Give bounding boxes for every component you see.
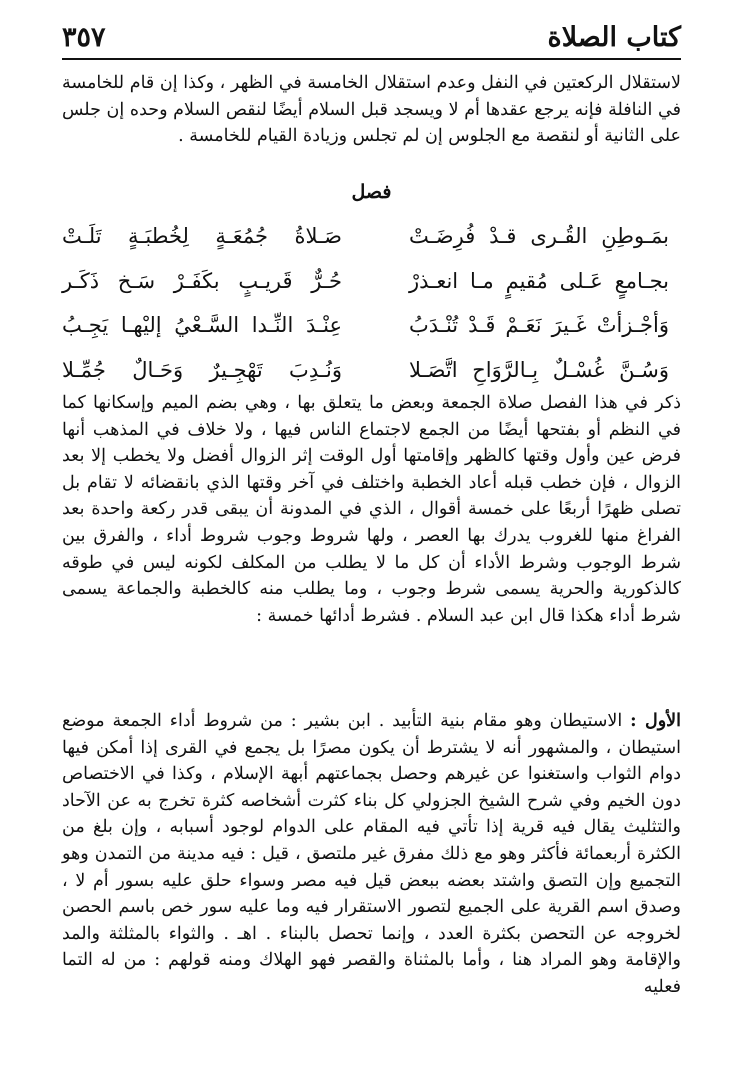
verse-line	[62, 214, 681, 259]
verse-line	[62, 348, 681, 393]
first-condition-paragraph	[62, 708, 681, 1001]
verse-second-hemistich: صَـلاةُ جُمُعَـةٍ لِخُطبَـةٍ تَلَـتْ	[62, 224, 342, 248]
section-title: فصل	[351, 181, 392, 203]
first-condition-text: الاستيطان وهو مقام بنية التأبيد . ابن بشير : من شروط أداء الجمعة موضع استيطان ، والمشهور أنه لا يشترط أن يكون مصرًا بل يجمع في القرى إذا أمكن فيها دوام الثواب واستغنوا عن غيرهم وحصل بجماعتهم أبهة الإسلام ، وكذا في الاختصاص دون الخيم وفي شرح الشيخ الجزولي كل بناء كثرت أشخاصه كثرة تخرج به عن الآحاد والتثليث يقال فيه قرية إذا تأتي فيه المقام على الدوام لوجود أسبابه ، وإن بلغ من الكثرة أربعمائة فأكثر وهو مع ذلك مفرق غير ملتصق ، قيل : فيه مدينة من التمدن وهو التجميع وإن التصق واشتد بعضه ببعض قيل فيه مصر وسواء حلق عليه بسور أم لا ، وصدق اسم القرية على الجميع لتصور الاستقرار فيه وما عليه سور خص باسم الحصن لخروجه عن التحصن بكثرة العدد ، وإنما تحصل بالبناء . اهـ . والثواء بالمثلثة والمد والإقامة وهو المراد هنا ، وأما بالمثناة والقصر فهو الهلاك ومنه قولهم : من له التما فعليه	[62, 711, 681, 997]
verse-first-hemistich: وَأجْـزأتْ غَـيرَ نَعَـمْ قَـدْ تُنْـدَبُ	[409, 313, 669, 337]
verse-line	[62, 303, 681, 348]
verse-second-hemistich: وَنُـدِبَ تَهْجِـيرٌ وَحَـالٌ جُمِّـلا	[62, 357, 342, 382]
page-header	[62, 20, 681, 60]
verse-second-hemistich: حُـرٌّ قَريـبٍ بكَفَـرْ سَـخ ذَكَـر	[62, 268, 342, 293]
verse-line	[62, 259, 681, 304]
first-condition-lead: الأول :	[630, 711, 682, 731]
verse-first-hemistich: بجـامعٍ عَـلى مُقيمٍ مـا انعـذرْ	[409, 268, 669, 293]
poem-verses	[62, 214, 681, 392]
commentary-paragraph: ذكر في هذا الفصل صلاة الجمعة وبعض ما يتعلق بها ، وهي بضم الميم وإسكانها كما في النظم أو بفتحها أيضًا من الجمع لاجتماع الناس فيها ، ولا خلاف في المذهب أنها فرض عين وأول وقتها كالظهر وإقامتها أول الوقت إثر الزوال أفضل ولا يخطب إلا بعد الزوال ، فإن خطب قبله أعاد الخطبة واختلف في آخر وقتها الذي بانقضائه لا تقام بل تصلى ظهرًا أربعًا على خمسة أقوال ، الذي في المدونة أن يبقى قدر ركعة واحدة بعد الفراغ منها للغروب يدرك بها العصر ، ولها شروط وجوب شروط أداء ، والفرق بين شرط الوجوب وشرط الأداء أن كل ما لا يطلب من المكلف لكونه ليس في طوقه كالذكورية والحرية يسمى شرط وجوب ، وما يطلب منه كالخطبة والجماعة يسمى شرط أداء هكذا قال ابن عبد السلام . فشرط أدائها خمسة :	[62, 393, 681, 626]
verse-second-hemistich: عِنْـدَ النِّـدا السَّـعْيُ إليْهـا يَجِـبُ	[62, 313, 342, 337]
verse-first-hemistich: بمَـوطِنِ القُـرى قـدْ فُرِضَـتْ	[409, 224, 669, 248]
page-number: ٣٥٧	[62, 22, 106, 53]
intro-paragraph: لاستقلال الركعتين في النفل وعدم استقلال الخامسة في الظهر ، وكذا إن قام للخامسة في النافلة فإنه يرجع عقدها أم لا ويسجد قبل السلام أيضًا لنقص السلام وحده إن جلس على الثانية أو لنقصة مع الجلوس إن لم تجلس وزيادة القيام للخامسة .	[62, 73, 681, 147]
book-title: كتاب الصلاة	[547, 22, 681, 53]
verse-first-hemistich: وَسُـنَّ غُسْـلٌ بِـالرَّوَاحِ اتَّصَـلا	[409, 357, 669, 382]
